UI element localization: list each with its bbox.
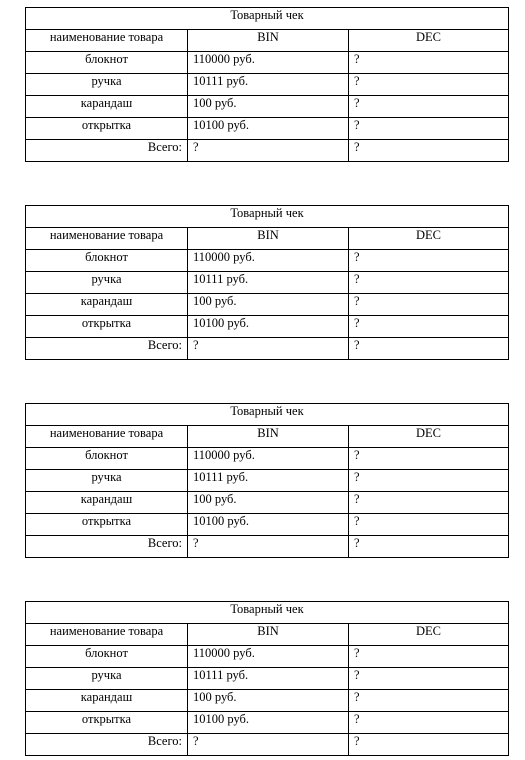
item-name: блокнот [26, 250, 188, 272]
header-bin: BIN [188, 426, 349, 448]
receipt-table-4 [25, 601, 509, 756]
table-row [26, 646, 509, 668]
item-name: карандаш [26, 492, 188, 514]
receipt-header-row [26, 426, 509, 448]
table-row [26, 250, 509, 272]
receipt-title: Товарный чек [26, 8, 509, 30]
item-name: ручка [26, 668, 188, 690]
item-dec: ? [349, 646, 509, 668]
item-bin: 10100 руб. [188, 712, 349, 734]
total-row [26, 338, 509, 360]
item-name: ручка [26, 470, 188, 492]
header-item-name: наименование товара [26, 30, 188, 52]
table-row [26, 272, 509, 294]
item-bin: 110000 руб. [188, 448, 349, 470]
item-bin: 10111 руб. [188, 470, 349, 492]
item-name: карандаш [26, 96, 188, 118]
table-row [26, 470, 509, 492]
item-dec: ? [349, 250, 509, 272]
item-dec: ? [349, 514, 509, 536]
item-dec: ? [349, 272, 509, 294]
item-bin: 110000 руб. [188, 52, 349, 74]
receipt-header-row [26, 624, 509, 646]
item-name: открытка [26, 316, 188, 338]
header-bin: BIN [188, 30, 349, 52]
item-bin: 10100 руб. [188, 316, 349, 338]
header-item-name: наименование товара [26, 426, 188, 448]
table-row [26, 448, 509, 470]
receipt-title: Товарный чек [26, 206, 509, 228]
total-dec: ? [349, 536, 509, 558]
header-dec: DEC [349, 228, 509, 250]
receipt-title: Товарный чек [26, 602, 509, 624]
item-bin: 10111 руб. [188, 74, 349, 96]
receipt-title-row [26, 602, 509, 624]
receipt-table-1 [25, 7, 509, 162]
item-name: карандаш [26, 294, 188, 316]
header-dec: DEC [349, 426, 509, 448]
header-dec: DEC [349, 624, 509, 646]
item-name: ручка [26, 74, 188, 96]
total-dec: ? [349, 338, 509, 360]
table-row [26, 712, 509, 734]
item-dec: ? [349, 690, 509, 712]
header-item-name: наименование товара [26, 228, 188, 250]
table-row [26, 52, 509, 74]
item-dec: ? [349, 470, 509, 492]
receipt-title-row [26, 404, 509, 426]
item-dec: ? [349, 712, 509, 734]
table-row [26, 118, 509, 140]
table-row [26, 492, 509, 514]
header-bin: BIN [188, 624, 349, 646]
item-name: блокнот [26, 646, 188, 668]
item-name: ручка [26, 272, 188, 294]
item-dec: ? [349, 492, 509, 514]
total-label: Всего: [26, 536, 188, 558]
total-dec: ? [349, 140, 509, 162]
table-row [26, 74, 509, 96]
item-bin: 100 руб. [188, 690, 349, 712]
item-name: открытка [26, 712, 188, 734]
table-row [26, 96, 509, 118]
item-name: карандаш [26, 690, 188, 712]
receipt-title: Товарный чек [26, 404, 509, 426]
item-dec: ? [349, 668, 509, 690]
item-dec: ? [349, 96, 509, 118]
total-row [26, 536, 509, 558]
receipt-title-row [26, 206, 509, 228]
item-dec: ? [349, 74, 509, 96]
item-dec: ? [349, 294, 509, 316]
item-bin: 10111 руб. [188, 272, 349, 294]
table-row [26, 514, 509, 536]
item-bin: 100 руб. [188, 492, 349, 514]
item-name: открытка [26, 514, 188, 536]
receipt-table-3 [25, 403, 509, 558]
receipt-header-row [26, 228, 509, 250]
total-bin: ? [188, 734, 349, 756]
header-item-name: наименование товара [26, 624, 188, 646]
header-bin: BIN [188, 228, 349, 250]
total-dec: ? [349, 734, 509, 756]
total-bin: ? [188, 338, 349, 360]
total-label: Всего: [26, 338, 188, 360]
item-dec: ? [349, 448, 509, 470]
total-bin: ? [188, 140, 349, 162]
item-dec: ? [349, 118, 509, 140]
table-row [26, 316, 509, 338]
item-dec: ? [349, 52, 509, 74]
table-row [26, 294, 509, 316]
total-label: Всего: [26, 140, 188, 162]
item-bin: 100 руб. [188, 294, 349, 316]
receipt-header-row [26, 30, 509, 52]
item-name: блокнот [26, 52, 188, 74]
item-bin: 100 руб. [188, 96, 349, 118]
item-bin: 110000 руб. [188, 250, 349, 272]
item-name: открытка [26, 118, 188, 140]
total-bin: ? [188, 536, 349, 558]
item-bin: 110000 руб. [188, 646, 349, 668]
item-bin: 10111 руб. [188, 668, 349, 690]
total-row [26, 734, 509, 756]
item-bin: 10100 руб. [188, 514, 349, 536]
item-name: блокнот [26, 448, 188, 470]
item-bin: 10100 руб. [188, 118, 349, 140]
item-dec: ? [349, 316, 509, 338]
receipt-table-2 [25, 205, 509, 360]
total-row [26, 140, 509, 162]
receipt-title-row [26, 8, 509, 30]
table-row [26, 668, 509, 690]
header-dec: DEC [349, 30, 509, 52]
table-row [26, 690, 509, 712]
total-label: Всего: [26, 734, 188, 756]
